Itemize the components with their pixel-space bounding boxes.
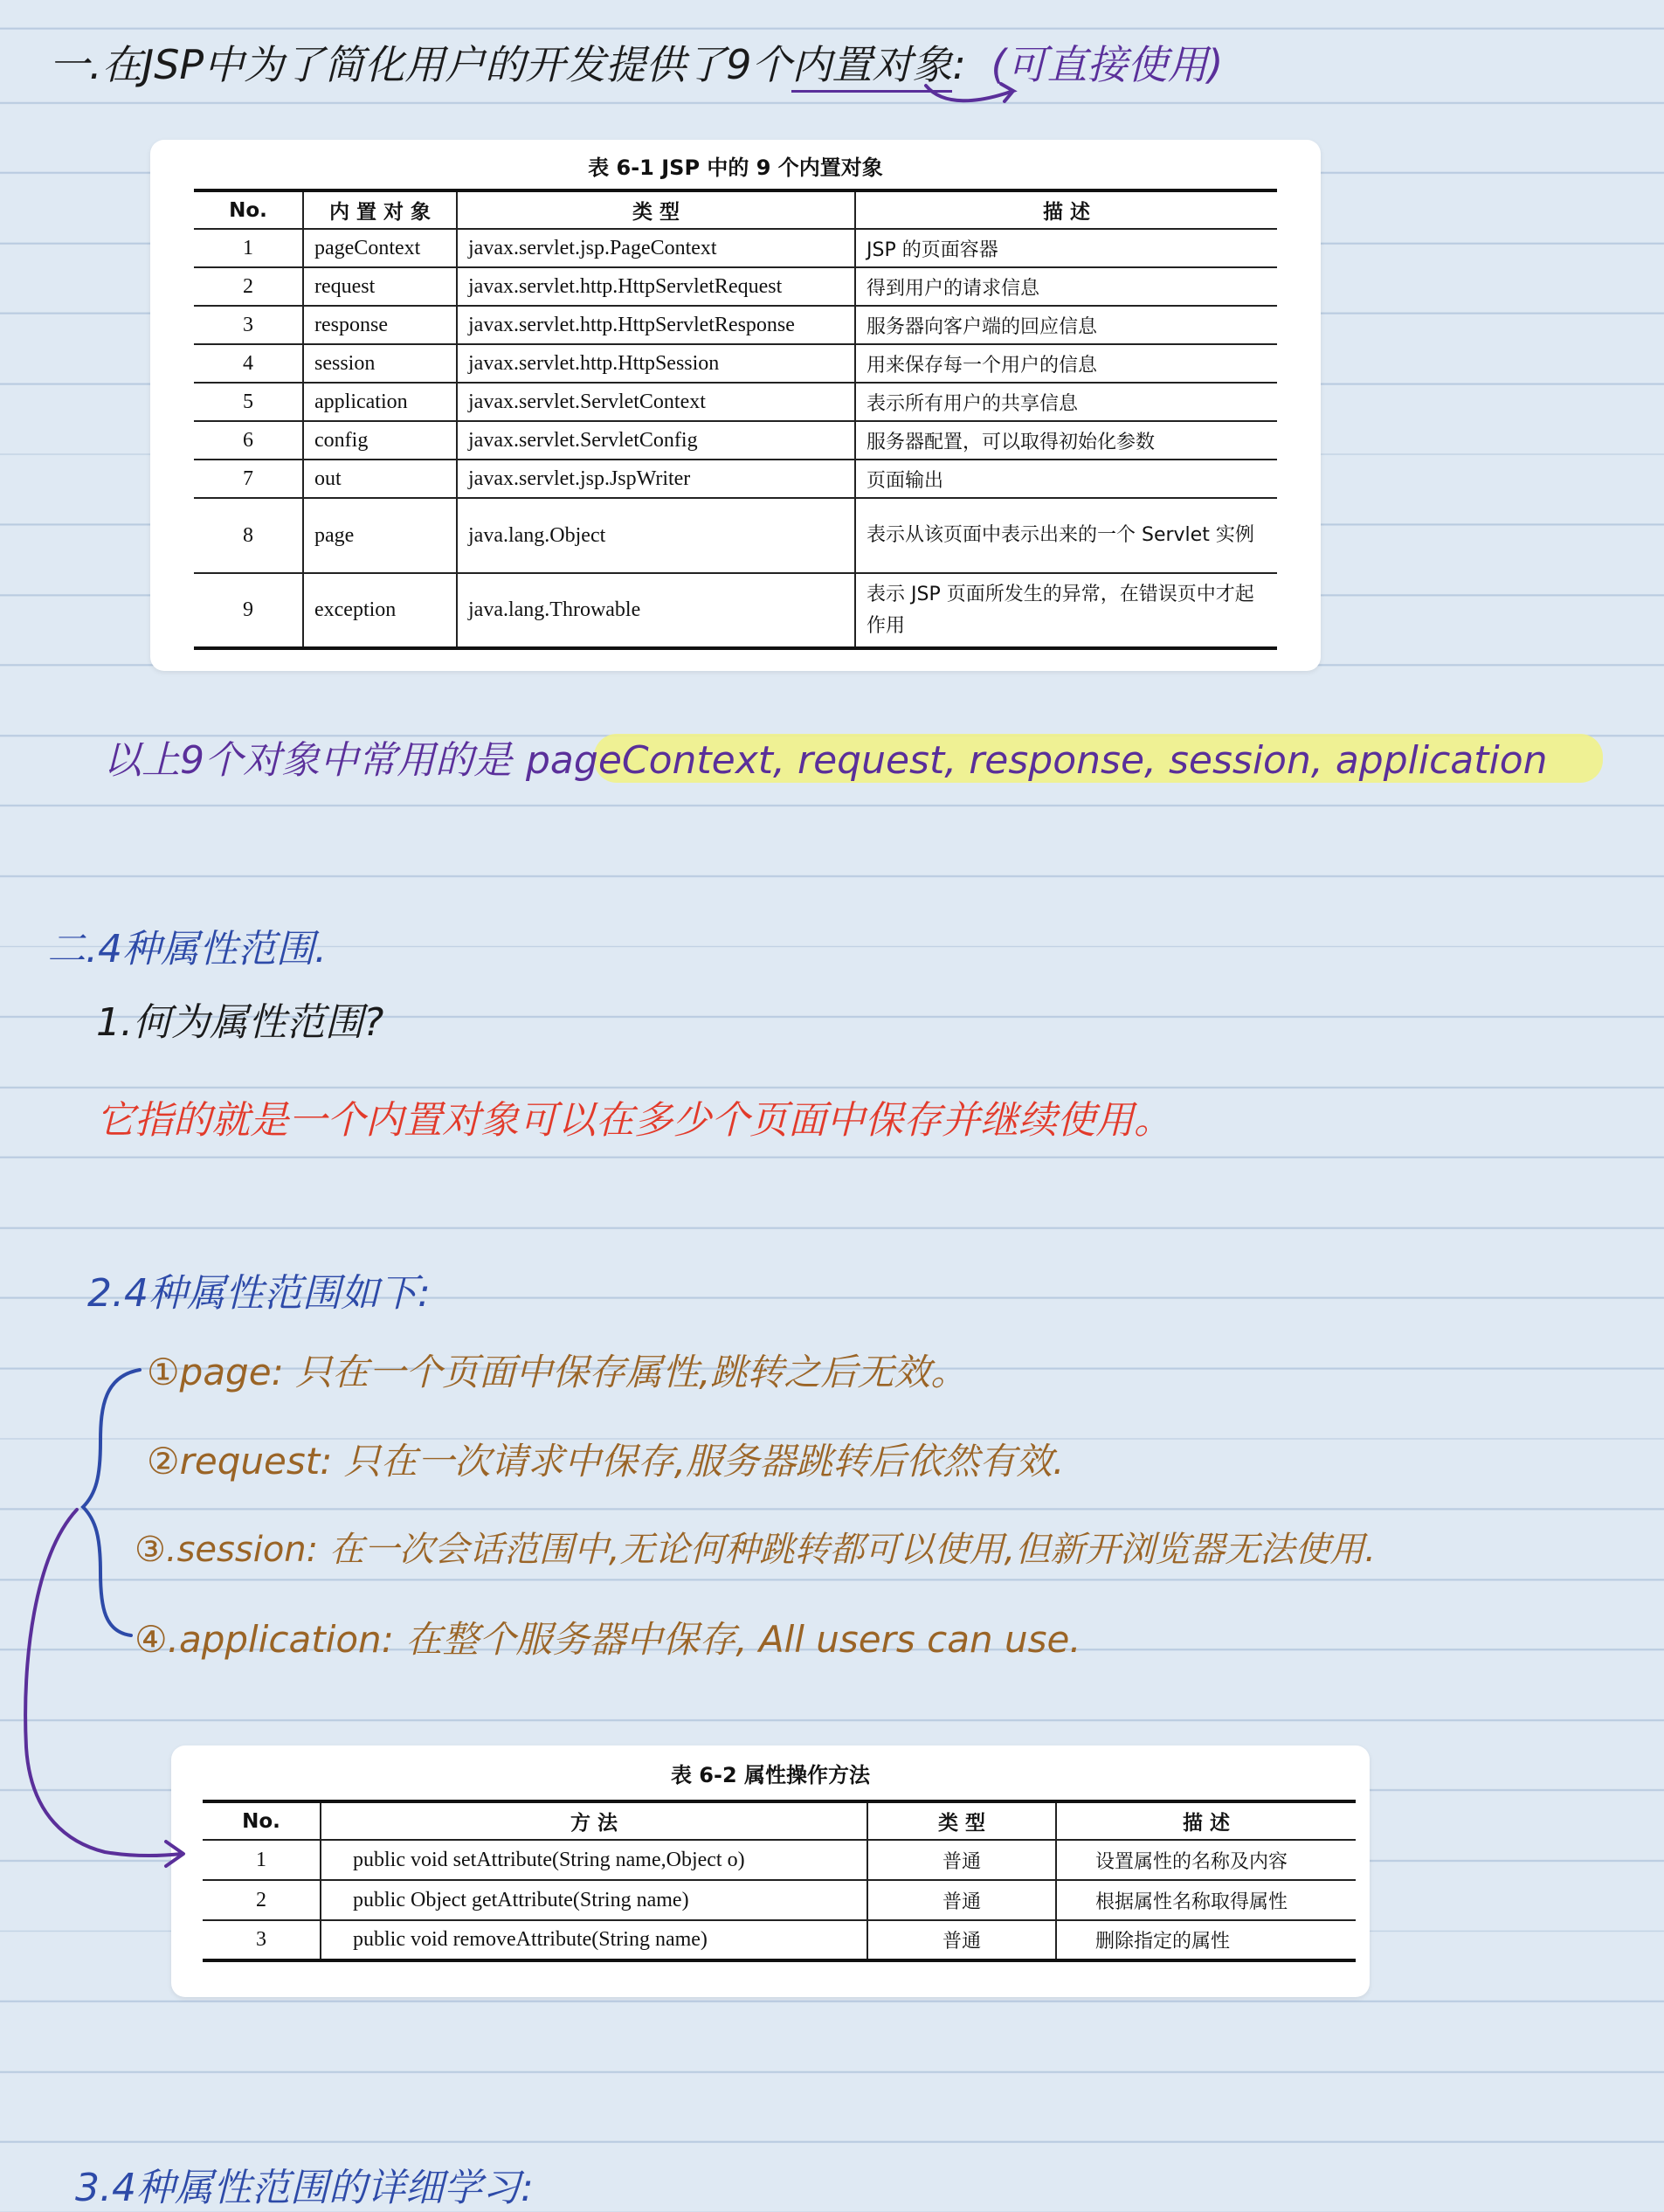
table-1-header-desc: 描 述: [855, 190, 1277, 229]
table-2-caption: 表 6-2 属性操作方法: [670, 1763, 871, 1787]
table-2-cell-desc: 根据属性名称取得属性: [1056, 1880, 1356, 1920]
common-objects-prefix: 以上9个对象中常用的是: [103, 738, 512, 783]
table-1-cell-no: 1: [194, 229, 303, 267]
table-1-cell-desc: 表示从该页面中表示出来的一个 Servlet 实例: [855, 498, 1277, 573]
table-1-cell-type: javax.servlet.ServletContext: [457, 383, 855, 421]
table-1-cell-desc: 表示所有用户的共享信息: [855, 383, 1277, 421]
table-1-cell-name: response: [303, 306, 457, 344]
common-objects-list: pageContext, request, response, session, application: [526, 738, 1548, 783]
table-1-cell-no: 7: [194, 460, 303, 498]
table-1-cell-desc: 页面输出: [855, 460, 1277, 498]
table-1-cell-type: javax.servlet.ServletConfig: [457, 421, 855, 460]
table-1-cell-type: javax.servlet.http.HttpSession: [457, 344, 855, 383]
heading-1-colon: :: [952, 41, 966, 88]
table-1-cell-desc: 得到用户的请求信息: [855, 267, 1277, 306]
table-1-header-no: No.: [194, 190, 303, 229]
table-2-cell-no: 3: [203, 1920, 321, 1960]
table-2-cell-type: 普通: [867, 1880, 1056, 1920]
table-2-cell-no: 1: [203, 1840, 321, 1880]
table-2-cell-method: public Object getAttribute(String name): [321, 1880, 867, 1920]
table-2-cell-no: 2: [203, 1880, 321, 1920]
table-1-cell-type: java.lang.Object: [457, 498, 855, 573]
table-1-cell-desc: JSP 的页面容器: [855, 229, 1277, 267]
table-2-cell-type: 普通: [867, 1840, 1056, 1880]
table-1-header-type: 类 型: [457, 190, 855, 229]
heading-1-underlined: 内置对象: [791, 41, 952, 93]
table-1-cell-name: config: [303, 421, 457, 460]
table-2-header-desc: 描 述: [1056, 1801, 1356, 1840]
scope-text: : 在整个服务器中保存, All users can use.: [381, 1618, 1081, 1661]
table-1-cell-no: 9: [194, 573, 303, 648]
table-2-cell-type: 普通: [867, 1920, 1056, 1960]
table-1-cell-no: 8: [194, 498, 303, 573]
scope-label: ③.session: [135, 1530, 307, 1570]
table-1-cell-type: javax.servlet.http.HttpServletResponse: [457, 306, 855, 344]
table-1-cell-no: 4: [194, 344, 303, 383]
table-1-header-name: 内 置 对 象: [303, 190, 457, 229]
connector-arrow-icon: [25, 1510, 182, 1856]
scope-text: : 只在一次请求中保存,服务器跳转后依然有效.: [320, 1440, 1065, 1483]
table-1-cell-name: pageContext: [303, 229, 457, 267]
table-2-header-no: No.: [203, 1801, 321, 1840]
table-1-cell-desc: 用来保存每一个用户的信息: [855, 344, 1277, 383]
table-1-cell-no: 2: [194, 267, 303, 306]
table-1-cell-no: 5: [194, 383, 303, 421]
heading-1-prefix: 一.在JSP中为了简化用户的开发提供了9个: [49, 41, 792, 88]
table-2-cell-desc: 设置属性的名称及内容: [1056, 1840, 1356, 1880]
table-1-cell-name: page: [303, 498, 457, 573]
table-1-cell-name: out: [303, 460, 457, 498]
heading-3: 3.4种属性范围的详细学习:: [75, 2166, 534, 2210]
table-2-cell-desc: 删除指定的属性: [1056, 1920, 1356, 1960]
table-1-cell-name: exception: [303, 573, 457, 648]
table-1-cell-type: javax.servlet.http.HttpServletRequest: [457, 267, 855, 306]
table-2-cell-method: public void removeAttribute(String name): [321, 1920, 867, 1960]
table-1-cell-type: javax.servlet.jsp.JspWriter: [457, 460, 855, 498]
scope-text: : 只在一个页面中保存属性,跳转之后无效。: [271, 1351, 968, 1393]
question-1: 1.何为属性范围?: [96, 1000, 384, 1045]
question-2: 2.4种属性范围如下:: [87, 1271, 431, 1316]
scope-label: ④.application: [135, 1618, 382, 1661]
table-2-header-type: 类 型: [867, 1801, 1056, 1840]
table-2-cell-method: public void setAttribute(String name,Object o): [321, 1840, 867, 1880]
table-1-cell-desc: 表示 JSP 页面所发生的异常，在错误页中才起作用: [855, 573, 1277, 648]
table-2-header-method: 方 法: [321, 1801, 867, 1840]
table-1-cell-name: session: [303, 344, 457, 383]
answer-1: 它指的就是一个内置对象可以在多少个页面中保存并继续使用。: [96, 1098, 1172, 1143]
swoosh-arrow-icon: [926, 84, 1013, 101]
curly-brace-icon: [83, 1370, 140, 1635]
table-1-cell-desc: 服务器向客户端的回应信息: [855, 306, 1277, 344]
scope-label: ①page: [147, 1351, 272, 1393]
scope-label: ②request: [147, 1440, 321, 1483]
table-1-cell-type: javax.servlet.jsp.PageContext: [457, 229, 855, 267]
heading-1-note: (可直接使用): [991, 41, 1224, 88]
scope-text: : 在一次会话范围中,无论何种跳转都可以使用,但新开浏览器无法使用.: [306, 1530, 1376, 1570]
table-1-cell-name: request: [303, 267, 457, 306]
table-1-cell-type: java.lang.Throwable: [457, 573, 855, 648]
table-1-caption: 表 6-1 JSP 中的 9 个内置对象: [588, 156, 883, 180]
table-1-cell-no: 6: [194, 421, 303, 460]
table-1-cell-desc: 服务器配置，可以取得初始化参数: [855, 421, 1277, 460]
table-1-cell-no: 3: [194, 306, 303, 344]
table-1-cell-name: application: [303, 383, 457, 421]
heading-2: 二.4种属性范围.: [47, 927, 327, 971]
